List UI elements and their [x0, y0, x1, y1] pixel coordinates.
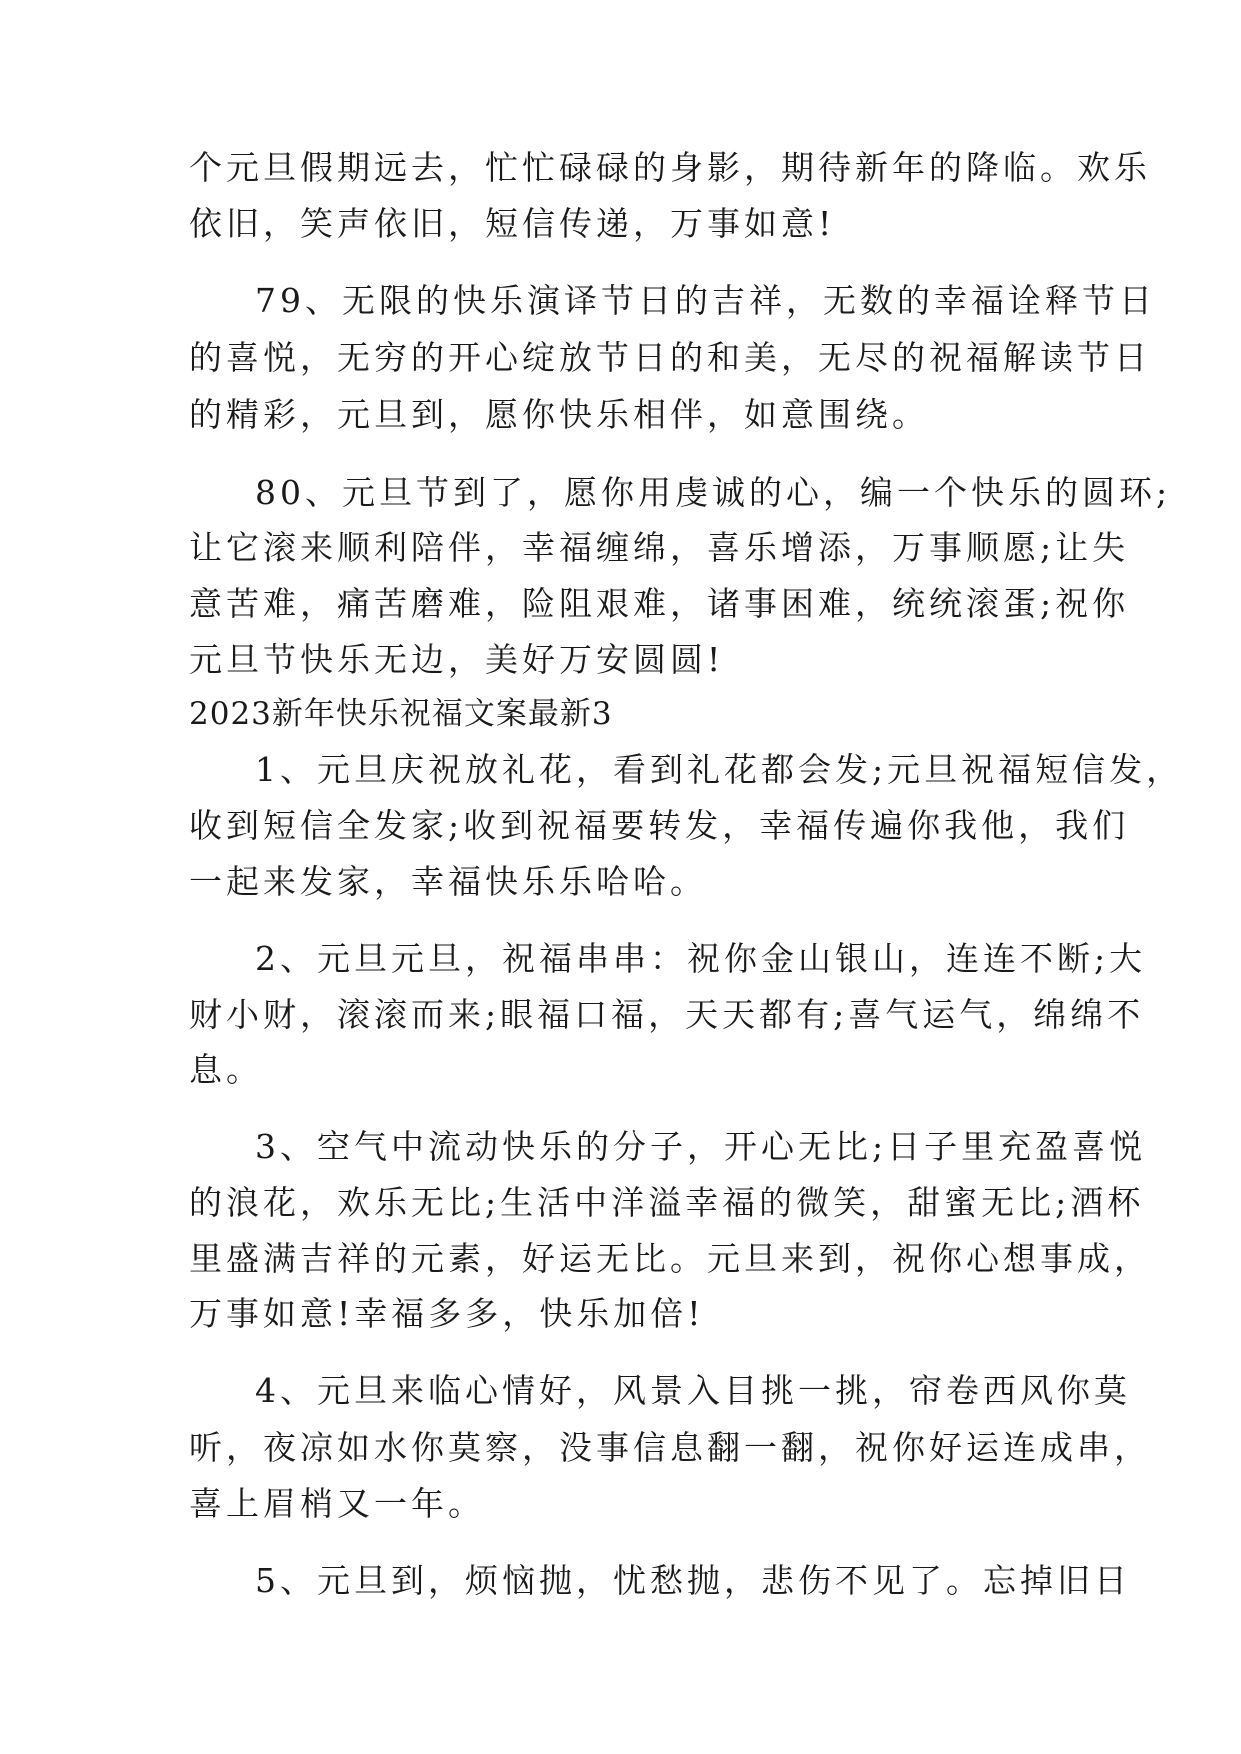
text-line: 的喜悦，无穷的开心绽放节日的和美，无尽的祝福解读节日 — [189, 338, 1151, 377]
text-line: 依旧，笑声依旧，短信传递，万事如意! — [189, 204, 836, 243]
text-line: 80、元旦节到了，愿你用虔诚的心，编一个快乐的圆环; — [255, 473, 1172, 512]
text-line: 5、元旦到，烦恼抛，忧愁抛，悲伤不见了。忘掉旧日 — [255, 1561, 1131, 1600]
section-heading: 2023新年快乐祝福文案最新3 — [189, 696, 613, 732]
text-line: 的浪花，欢乐无比;生活中洋溢幸福的微笑，甜蜜无比;酒杯 — [189, 1183, 1145, 1222]
text-line: 79、无限的快乐演译节日的吉祥，无数的幸福诠释节日 — [255, 281, 1156, 320]
text-line: 个元旦假期远去，忙忙碌碌的身影，期待新年的降临。欢乐 — [189, 148, 1151, 187]
text-line: 3、空气中流动快乐的分子，开心无比;日子里充盈喜悦 — [255, 1127, 1147, 1166]
text-line: 元旦节快乐无边，美好万安圆圆! — [189, 640, 725, 679]
text-line: 4、元旦来临心情好，风景入目挑一挑，帘卷西风你莫 — [255, 1371, 1131, 1410]
text-line: 财小财，滚滚而来;眼福口福，天天都有;喜气运气，绵绵不 — [189, 995, 1145, 1034]
text-line: 让它滚来顺利陪伴，幸福缠绵，喜乐增添，万事顺愿;让失 — [189, 528, 1130, 567]
text-line: 的精彩，元旦到，愿你快乐相伴，如意围绕。 — [189, 395, 929, 434]
text-line: 听，夜凉如水你莫察，没事信息翻一翻，祝你好运连成串， — [189, 1428, 1151, 1467]
text-line: 收到短信全发家;收到祝福要转发，幸福传遍你我他，我们 — [189, 806, 1130, 845]
text-line: 喜上眉梢又一年。 — [189, 1484, 485, 1523]
text-line: 里盛满吉祥的元素，好运无比。元旦来到，祝你心想事成， — [189, 1239, 1151, 1278]
text-line: 1、元旦庆祝放礼花，看到礼花都会发;元旦祝福短信发， — [255, 750, 1184, 789]
text-line: 息。 — [189, 1050, 263, 1089]
text-line: 一起来发家，幸福快乐乐哈哈。 — [189, 862, 707, 901]
text-line: 万事如意!幸福多多，快乐加倍! — [189, 1294, 705, 1333]
text-line: 意苦难，痛苦磨难，险阻艰难，诸事困难，统统滚蛋;祝你 — [189, 584, 1130, 623]
text-line: 2、元旦元旦，祝福串串：祝你金山银山，连连不断;大 — [255, 939, 1147, 978]
